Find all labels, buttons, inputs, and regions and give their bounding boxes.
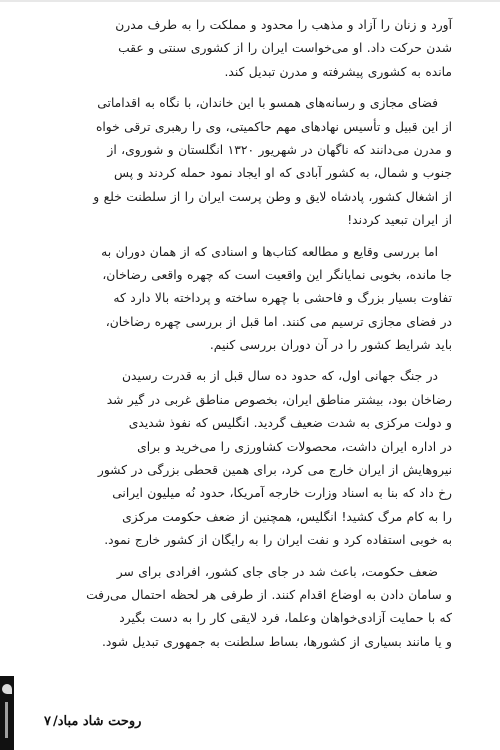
text-line: که با حمایت آزادی‌خواهان وعلما، فرد لایقی کار را به دست بگیرد — [119, 611, 452, 626]
text-line: در جنگ جهانی اول، که حدود ده سال قبل از به قدرت رسیدن — [122, 369, 438, 384]
text-line: و سامان دادن به اوضاع اقدام کنند. از طرفی هر لحظه احتمال می‌رفت — [86, 587, 452, 602]
text-line: و دولت مرکزی به شدت ضعیف گردید. انگلیس که نفوذ شدیدی — [128, 416, 452, 431]
text-line: در فضای مجازی ترسیم می کنند. اما قبل از بررسی چهره رضاخان، — [105, 314, 452, 329]
text-line: اما بررسی وقایع و مطالعه کتاب‌ها و اسنادی که از همان دوران به — [101, 244, 438, 259]
text-line: را به کام مرگ کشید! انگلیس، همچنین از ضعف حکومت مرکزی — [122, 509, 452, 524]
text-line: جنوب و شمال، به کشور آبادی که او ایجاد نمود حمله کردند و پس — [114, 166, 452, 181]
page-top-edge — [0, 0, 500, 2]
book-title: روحت شاد مباد — [57, 714, 142, 729]
text-line: جا مانده، بخوبی نمایانگر این واقعیت است که چهره واقعی رضاخان، — [102, 267, 452, 282]
text-line: رخ داد که بنا به اسناد وزارت خارجه آمریکا، حدود نُه میلیون ایرانی — [112, 486, 452, 501]
text-line: فضای مجازی و رسانه‌های همسو با این خاندان، با نگاه به اقداماتی — [97, 96, 438, 111]
text-line: از ایران تبعید کردند! — [347, 213, 452, 228]
text-line: در اداره ایران داشت، محصولات کشاورزی را می‌خرید و برای — [137, 439, 452, 454]
text-line: و یا مانند بسیاری از کشورها، بساط سلطنت به جمهوری تبدیل شود. — [101, 634, 452, 649]
running-footer — [44, 714, 141, 729]
text-line: شدن حرکت داد. او می‌خواست ایران را از کشوری سنتی و عقب — [118, 41, 452, 56]
text-line: و مدرن می‌دانند که ناگهان در شهریور ۱۳۲۰ انگلستان و شوروی، از — [107, 142, 452, 157]
paragraph-2 — [70, 92, 452, 232]
text-line: مانده به کشوری پیشرفته و مدرن تبدیل کند. — [224, 64, 452, 79]
text-line: نیروهایش از ایران خارج می کرد، برای همین قحطی بزرگی در کشور — [97, 463, 452, 478]
paragraph-3 — [70, 241, 452, 358]
publisher-logo-icon — [0, 676, 14, 750]
paragraph-5 — [70, 561, 452, 655]
page-number: ۷ — [44, 714, 51, 729]
body-text — [70, 14, 452, 654]
text-line: از این قبیل و تأسیس نهادهای مهم حاکمیتی، وی را رهبری ترقی خواه — [95, 119, 452, 134]
text-line: رضاخان بود، بیشتر مناطق ایران، بخصوص مناطق غربی در گیر شد — [106, 392, 452, 407]
text-line: تفاوت بسیار بزرگ و فاحشی با چهره ساخته و پرداخته بالا دارد که — [113, 291, 452, 306]
paragraph-1 — [70, 14, 452, 84]
text-line: باید شرایط کشور را در آن دوران بررسی کنیم. — [209, 338, 452, 353]
text-line: ضعف حکومت، باعث شد در جای جای کشور، افرادی برای سر — [116, 564, 438, 579]
page-number-separator: / — [52, 714, 58, 729]
text-line: آورد و زنان را آزاد و مذهب را محدود و مملکت را به طرف مدرن — [115, 18, 452, 32]
text-line: به خوبی استفاده کرد و نفت ایران را به رایگان از کشور خارج نمود. — [104, 533, 452, 548]
paragraph-4 — [70, 365, 452, 552]
text-line: از اشغال کشور، پادشاه لایق و وطن پرست ایران را از سلطنت خلع و — [93, 189, 452, 204]
